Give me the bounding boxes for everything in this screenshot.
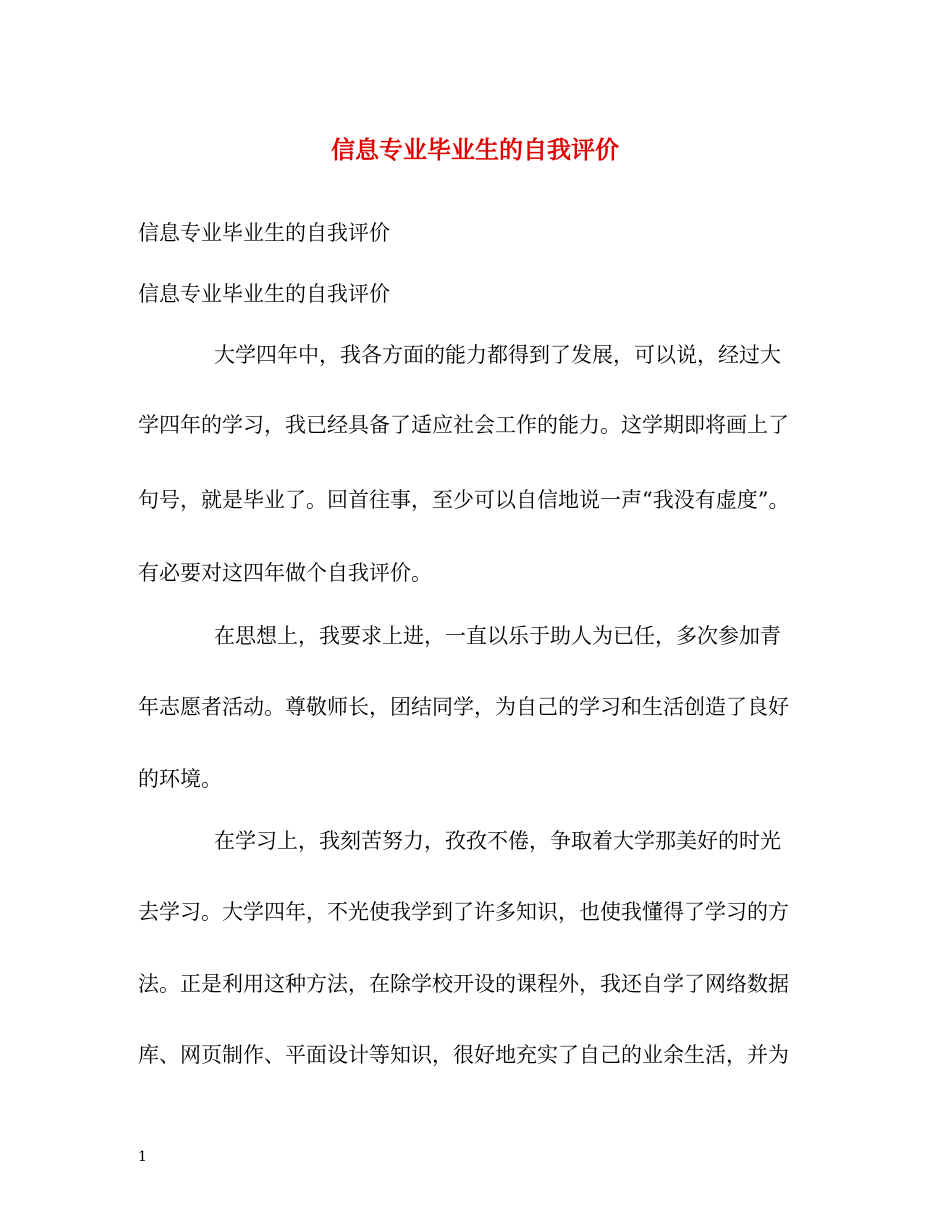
paragraph-line: 在思想上，我要求上进，一直以乐于助人为已任，多次参加青: [214, 624, 781, 648]
paragraph-line: 学四年的学习，我已经具备了适应社会工作的能力。这学期即将画上了: [138, 413, 789, 437]
paragraph-line: 法。正是利用这种方法，在除学校开设的课程外，我还自学了网络数据: [138, 972, 789, 996]
paragraph-line: 库、网页制作、平面设计等知识，很好地充实了自己的业余生活，并为: [138, 1043, 789, 1067]
subtitle-line: 信息专业毕业生的自我评价: [138, 282, 390, 306]
page-number: 1: [138, 1149, 147, 1165]
paragraph-line: 的环境。: [138, 767, 222, 791]
paragraph-line: 大学四年中，我各方面的能力都得到了发展，可以说，经过大: [214, 343, 781, 367]
paragraph-line: 去学习。大学四年，不光使我学到了许多知识，也使我懂得了学习的方: [138, 900, 789, 924]
paragraph-line: 有必要对这四年做个自我评价。: [138, 561, 432, 585]
paragraph-line: 句号，就是毕业了。回首往事，至少可以自信地说一声“我没有虚度”。: [138, 488, 790, 512]
page-title: 信息专业毕业生的自我评价: [331, 135, 619, 164]
subtitle-line: 信息专业毕业生的自我评价: [138, 221, 390, 245]
paragraph-line: 在学习上，我刻苦努力，孜孜不倦，争取着大学那美好的时光: [214, 829, 781, 853]
paragraph-line: 年志愿者活动。尊敬师长，团结同学，为自己的学习和生活创造了良好: [138, 695, 789, 719]
